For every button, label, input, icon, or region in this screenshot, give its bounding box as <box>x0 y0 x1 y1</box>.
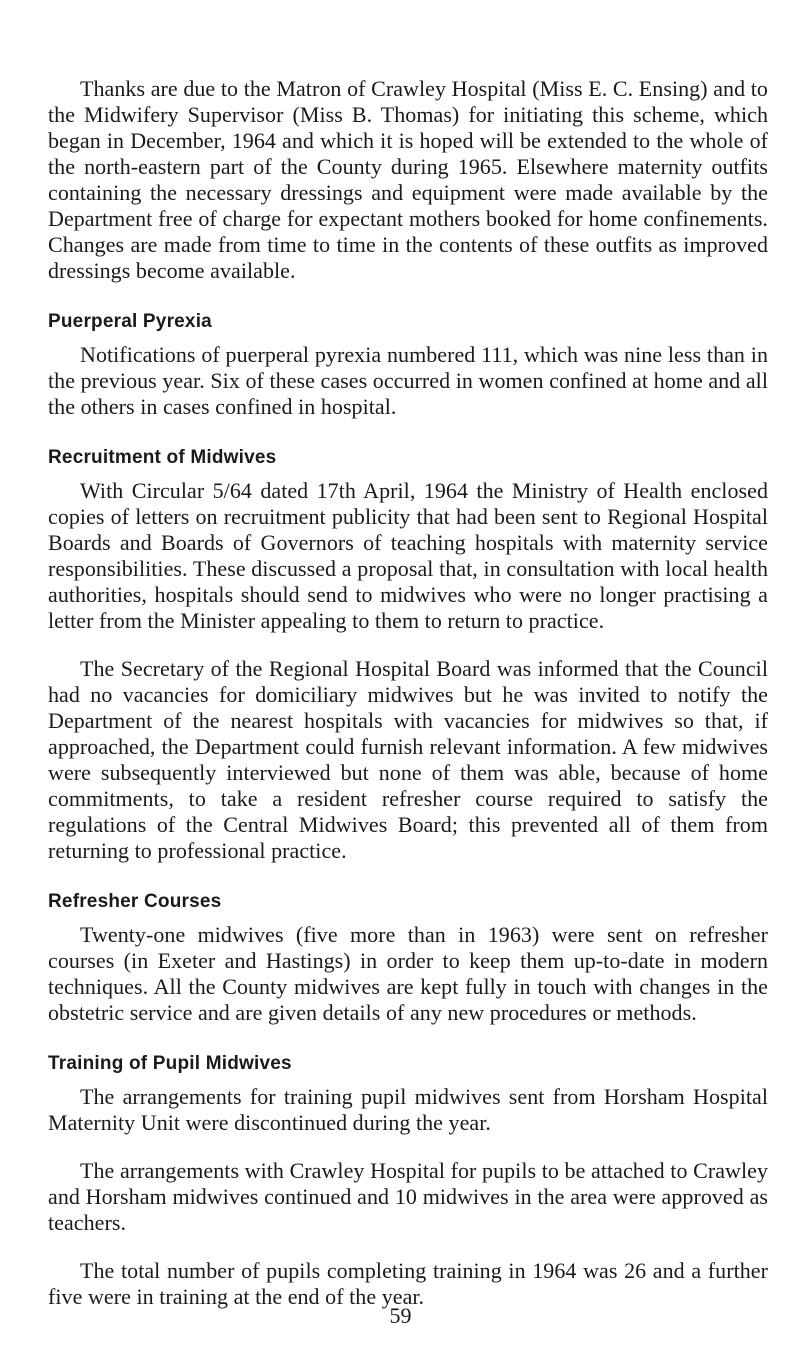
document-page <box>48 76 768 1310</box>
intro-paragraph: Thanks are due to the Matron of Crawley Hospital (Miss E. C. Ensing) and to the Midwifery Supervisor (Miss B. Thomas) for initiating this scheme, which began in December, 1964 and which it is hoped will be extended to the whole of the north-eastern part of the County during 1965. Elsewhere maternity outfits containing the necessary dressings and equipment were made available by the Department free of charge for expectant mothers booked for home confinements. Changes are made from time to time in the contents of these outfits as improved dressings become available. <box>48 76 768 283</box>
paragraph: The arrangements for training pupil midwives sent from Horsham Hospital Maternity Unit were discontinued during the year. <box>48 1084 768 1135</box>
paragraph: The Secretary of the Regional Hospital Board was informed that the Council had no vacancies for domiciliary midwives but he was invited to notify the Department of the nearest hospitals with vacancies for midwives so that, if approached, the Department could furnish relevant information. A few midwives were subsequently interviewed but none of them was able, because of home commitments, to take a resident refresher course required to satisfy the regulations of the Central Midwives Board; this prevented all of them from returning to professional practice. <box>48 656 768 863</box>
page-number: 59 <box>389 1303 412 1328</box>
paragraph: Notifications of puerperal pyrexia numbered 111, which was nine less than in the previous year. Six of these cases occurred in women confined at home and all the others in cases confined in hospital. <box>48 342 768 419</box>
section-heading-puerperal-pyrexia: Puerperal Pyrexia <box>48 311 212 332</box>
paragraph: With Circular 5/64 dated 17th April, 1964 the Ministry of Health enclosed copies of letters on recruitment publicity that had been sent to Regional Hospital Boards and Boards of Governors of teaching hospitals with maternity service responsibilities. These discussed a proposal that, in consultation with local health authorities, hospitals should send to midwives who were no longer practising a letter from the Minister appealing to them to return to practice. <box>48 478 768 633</box>
paragraph: The total number of pupils completing training in 1964 was 26 and a further five were in training at the end of the year. <box>48 1258 768 1309</box>
section-heading-recruitment-of-midwives: Recruitment of Midwives <box>48 447 277 468</box>
paragraph: Twenty-one midwives (five more than in 1963) were sent on refresher courses (in Exeter and Hastings) in order to keep them up-to-date in modern techniques. All the County midwives are kept fully in touch with changes in the obstetric service and are given details of any new procedures or methods. <box>48 922 768 1025</box>
section-heading-refresher-courses: Refresher Courses <box>48 891 222 912</box>
section-heading-training-of-pupil-midwives: Training of Pupil Midwives <box>48 1053 292 1074</box>
paragraph: The arrangements with Crawley Hospital for pupils to be attached to Crawley and Horsham midwives continued and 10 midwives in the area were approved as teachers. <box>48 1158 768 1235</box>
